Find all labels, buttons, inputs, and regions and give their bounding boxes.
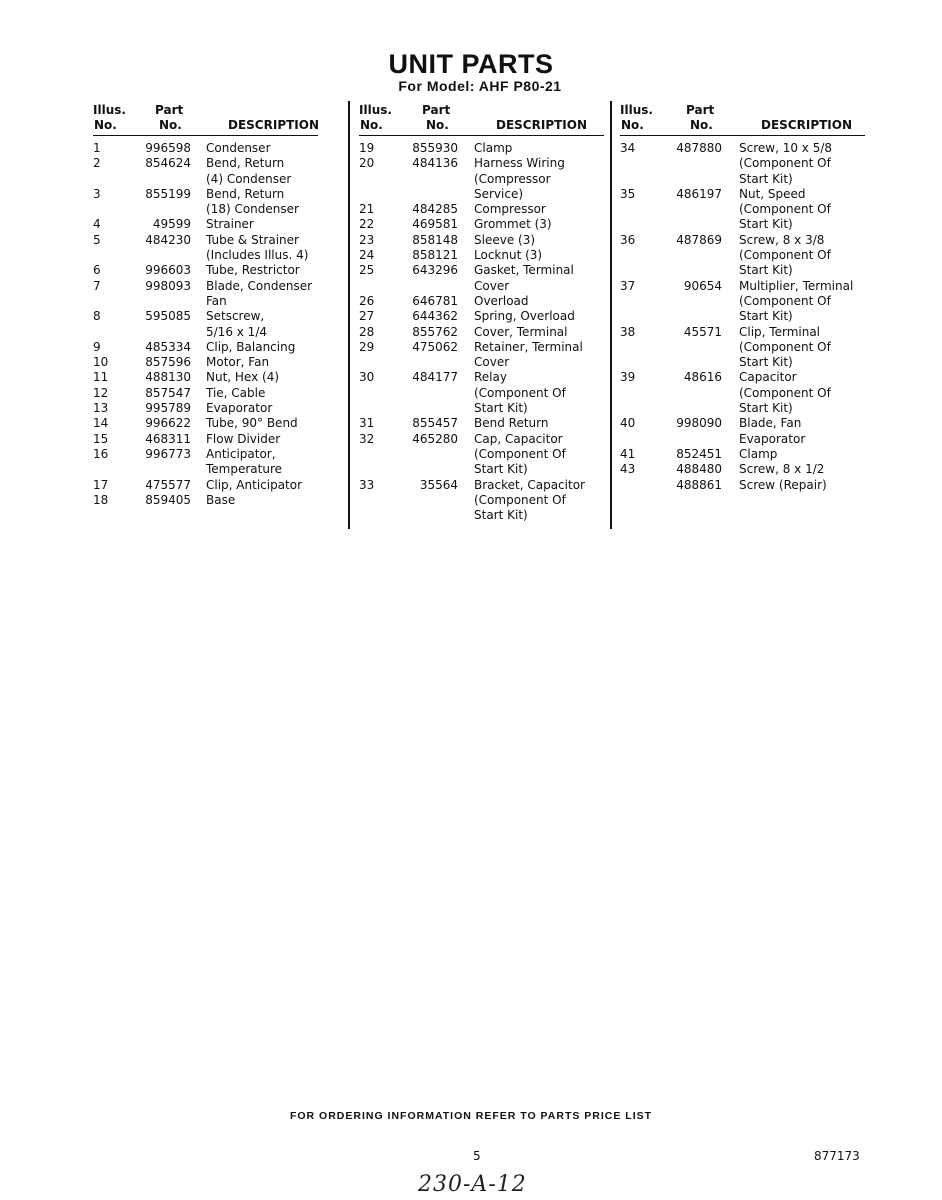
parts-row [620, 325, 865, 371]
part-description: Screw, 8 x 3/8 (Component Of Start Kit) [739, 232, 831, 278]
part-description: Nut, Hex (4) [206, 370, 280, 385]
parts-row [93, 447, 323, 478]
illus-number: 2 [93, 156, 101, 171]
illus-number: 9 [93, 339, 101, 354]
part-description: Base [206, 492, 236, 507]
illus-number: 34 [620, 141, 636, 155]
parts-row [93, 370, 323, 385]
header-illus: Illus. [620, 103, 653, 117]
parts-row [359, 416, 589, 431]
part-number: 488480 [676, 462, 722, 477]
illus-number: 20 [359, 156, 375, 171]
part-description: Tube, 90° Bend [206, 416, 298, 431]
part-description: Cover, Terminal [474, 324, 568, 339]
part-number: 468311 [145, 431, 191, 446]
header-part-no: No. [690, 118, 713, 132]
parts-row [359, 141, 589, 156]
part-number: 465280 [412, 431, 458, 446]
model-subtitle: For Model: AHF P80-21 [398, 78, 562, 94]
parts-row [359, 248, 589, 263]
part-number: 855762 [412, 324, 458, 339]
illus-number: 32 [359, 431, 375, 446]
illus-number: 4 [93, 217, 101, 232]
column-header [93, 103, 323, 137]
parts-row [620, 462, 865, 477]
illus-number: 18 [93, 492, 109, 507]
header-illus: Illus. [93, 103, 126, 117]
parts-row [93, 355, 323, 370]
part-number: 996598 [145, 141, 191, 155]
part-number: 488130 [145, 370, 191, 385]
part-number: 485334 [145, 339, 191, 354]
parts-row [620, 187, 865, 233]
part-number: 854624 [145, 156, 191, 171]
header-description: DESCRIPTION [761, 118, 853, 132]
parts-row [93, 493, 323, 508]
part-number: 855930 [412, 141, 458, 155]
illus-number: 5 [93, 232, 101, 247]
part-description: Screw, 10 x 5/8 (Component Of Start Kit) [739, 141, 833, 186]
illus-number: 31 [359, 416, 375, 431]
illus-number: 28 [359, 324, 375, 339]
part-description: Strainer [206, 217, 254, 232]
part-description: Grommet (3) [474, 217, 552, 232]
part-number: 643296 [412, 263, 458, 278]
parts-row [620, 141, 865, 187]
illus-number: 17 [93, 477, 109, 492]
parts-row [620, 279, 865, 325]
illus-number: 19 [359, 141, 375, 155]
part-number: 852451 [676, 446, 722, 461]
column-divider-1 [348, 101, 350, 529]
header-part: Part [686, 103, 715, 117]
header-illus: Illus. [359, 103, 392, 117]
part-description: Bracket, Capacitor (Component Of Start Kit) [474, 477, 585, 523]
illus-number: 33 [359, 477, 375, 492]
parts-row [93, 217, 323, 232]
part-number: 858148 [412, 232, 458, 247]
parts-row [359, 325, 589, 340]
parts-row [93, 340, 323, 355]
part-description: Anticipator, Temperature [206, 446, 283, 477]
parts-row [93, 141, 323, 156]
parts-row [93, 309, 323, 340]
illus-number: 7 [93, 278, 101, 293]
part-number: 998093 [145, 278, 191, 293]
part-description: Nut, Speed (Component Of Start Kit) [739, 186, 831, 232]
part-description: Motor, Fan [206, 355, 270, 370]
illus-number: 6 [93, 263, 101, 278]
part-description: Clip, Anticipator [206, 477, 303, 492]
part-description: Retainer, Terminal Cover [474, 339, 583, 370]
parts-row [620, 447, 865, 462]
header-part-no: No. [159, 118, 182, 132]
part-description: Clamp [474, 141, 513, 155]
illus-number: 43 [620, 462, 636, 477]
header-rule [359, 135, 604, 136]
parts-row [620, 370, 865, 416]
illus-number: 12 [93, 385, 109, 400]
part-number: 49599 [152, 217, 191, 232]
part-description: Bend Return [474, 416, 549, 431]
part-description: Evaporator [206, 401, 273, 416]
parts-row [359, 432, 589, 478]
part-number: 595085 [145, 309, 191, 324]
part-number: 484177 [412, 370, 458, 385]
part-number: 855457 [412, 416, 458, 431]
parts-row [620, 233, 865, 279]
parts-row [359, 340, 589, 371]
parts-row [93, 279, 323, 310]
parts-row [93, 156, 323, 187]
part-description: Screw (Repair) [739, 477, 827, 492]
parts-column-1 [93, 103, 323, 508]
part-number: 48616 [683, 370, 722, 385]
illus-number: 3 [93, 186, 101, 201]
header-part: Part [155, 103, 184, 117]
part-number: 35564 [419, 477, 458, 492]
part-number: 996773 [145, 446, 191, 461]
illus-number: 30 [359, 370, 375, 385]
illus-number: 21 [359, 202, 375, 217]
parts-row [359, 156, 589, 202]
part-number: 646781 [412, 293, 458, 308]
illus-number: 15 [93, 431, 109, 446]
part-description: Capacitor (Component Of Start Kit) [739, 370, 831, 416]
header-part-no: No. [426, 118, 449, 132]
part-description: Harness Wiring (Compressor Service) [474, 156, 565, 201]
part-number: 45571 [683, 324, 722, 339]
illus-number: 29 [359, 339, 375, 354]
illus-number: 13 [93, 401, 109, 416]
header-part: Part [422, 103, 451, 117]
illus-number: 14 [93, 416, 109, 431]
part-number: 484136 [412, 156, 458, 171]
parts-row [359, 370, 589, 416]
header-rule [620, 135, 865, 136]
part-description: Multiplier, Terminal (Component Of Start Kit) [739, 278, 854, 324]
illus-number: 35 [620, 186, 636, 201]
parts-row [359, 233, 589, 248]
header-illus-no: No. [360, 118, 383, 132]
part-description: Screw, 8 x 1/2 [739, 462, 825, 477]
column-divider-2 [610, 101, 612, 529]
part-description: Locknut (3) [474, 248, 543, 263]
part-number: 487880 [676, 141, 722, 155]
part-description: Sleeve (3) [474, 232, 536, 247]
illus-number: 8 [93, 309, 101, 324]
part-number: 858121 [412, 248, 458, 263]
illus-number: 38 [620, 324, 636, 339]
parts-row [359, 294, 589, 309]
part-number: 469581 [412, 217, 458, 232]
part-description: Blade, Condenser Fan [206, 278, 313, 308]
part-number: 90654 [683, 278, 722, 293]
part-description: Bend, Return (18) Condenser [206, 186, 299, 217]
header-illus-no: No. [94, 118, 117, 132]
parts-row [359, 478, 589, 524]
part-description: Condenser [206, 141, 271, 155]
parts-row [93, 432, 323, 447]
illus-number: 40 [620, 416, 636, 431]
illus-number: 24 [359, 248, 375, 263]
illus-number: 27 [359, 309, 375, 324]
header-description: DESCRIPTION [496, 118, 588, 132]
header-rule [93, 135, 318, 136]
part-description: Compressor [474, 202, 546, 217]
part-number: 998090 [676, 416, 722, 431]
parts-row [93, 263, 323, 278]
header-description: DESCRIPTION [228, 118, 320, 132]
document-number: 877173 [814, 1149, 860, 1163]
parts-row [93, 233, 323, 264]
header-illus-no: No. [621, 118, 644, 132]
illus-number: 41 [620, 446, 636, 461]
part-description: Setscrew, 5/16 x 1/4 [206, 309, 267, 339]
part-description: Bend, Return (4) Condenser [206, 156, 292, 186]
part-description: Relay (Component Of Start Kit) [474, 370, 566, 416]
illus-number: 39 [620, 370, 636, 385]
illus-number: 22 [359, 217, 375, 232]
illus-number: 26 [359, 293, 375, 308]
part-number: 487869 [676, 232, 722, 247]
illus-number: 10 [93, 355, 109, 370]
part-description: Tube & Strainer (Includes Illus. 4) [206, 232, 309, 263]
part-number: 644362 [412, 309, 458, 324]
part-number: 857596 [145, 355, 191, 370]
part-description: Flow Divider [206, 431, 281, 446]
part-number: 996622 [145, 416, 191, 431]
parts-column-3 [620, 103, 865, 493]
parts-row [620, 416, 865, 447]
part-description: Blade, Fan Evaporator [739, 416, 806, 446]
part-number: 857547 [145, 385, 191, 400]
part-description: Overload [474, 293, 529, 308]
part-number: 475062 [412, 339, 458, 354]
part-description: Cap, Capacitor (Component Of Start Kit) [474, 431, 566, 477]
parts-row [359, 309, 589, 324]
part-number: 486197 [676, 186, 722, 201]
illus-number: 37 [620, 278, 636, 293]
part-number: 484230 [145, 232, 191, 247]
parts-column-2 [359, 103, 589, 523]
part-description: Tie, Cable [206, 385, 266, 400]
part-number: 484285 [412, 202, 458, 217]
part-description: Clamp [739, 446, 778, 461]
part-number: 475577 [145, 477, 191, 492]
parts-row [93, 386, 323, 401]
illus-number: 1 [93, 141, 101, 155]
part-number: 859405 [145, 492, 191, 507]
parts-row [93, 401, 323, 416]
parts-row [359, 263, 589, 294]
illus-number: 16 [93, 446, 109, 461]
part-description: Tube, Restrictor [206, 263, 300, 278]
ordering-footer: FOR ORDERING INFORMATION REFER TO PARTS PRICE LIST [289, 1110, 653, 1122]
illus-number: 36 [620, 232, 636, 247]
illus-number: 23 [359, 232, 375, 247]
part-number: 855199 [145, 186, 191, 201]
part-number: 488861 [676, 477, 722, 492]
page-title: UNIT PARTS [388, 49, 554, 79]
part-number: 996603 [145, 263, 191, 278]
part-description: Spring, Overload [474, 309, 575, 324]
parts-row [93, 416, 323, 431]
illus-number: 25 [359, 263, 375, 278]
parts-row [359, 202, 589, 217]
parts-row [93, 187, 323, 218]
part-description: Gasket, Terminal Cover [474, 263, 574, 293]
parts-row [93, 478, 323, 493]
column-header [620, 103, 865, 137]
handwritten-note: 230-A-12 [418, 1172, 527, 1197]
part-description: Clip, Balancing [206, 339, 296, 354]
part-number: 995789 [145, 401, 191, 416]
parts-row [359, 217, 589, 232]
page-number: 5 [473, 1149, 481, 1163]
part-description: Clip, Terminal (Component Of Start Kit) [739, 324, 831, 370]
parts-row [620, 478, 865, 493]
column-header [359, 103, 589, 137]
illus-number: 11 [93, 370, 109, 385]
